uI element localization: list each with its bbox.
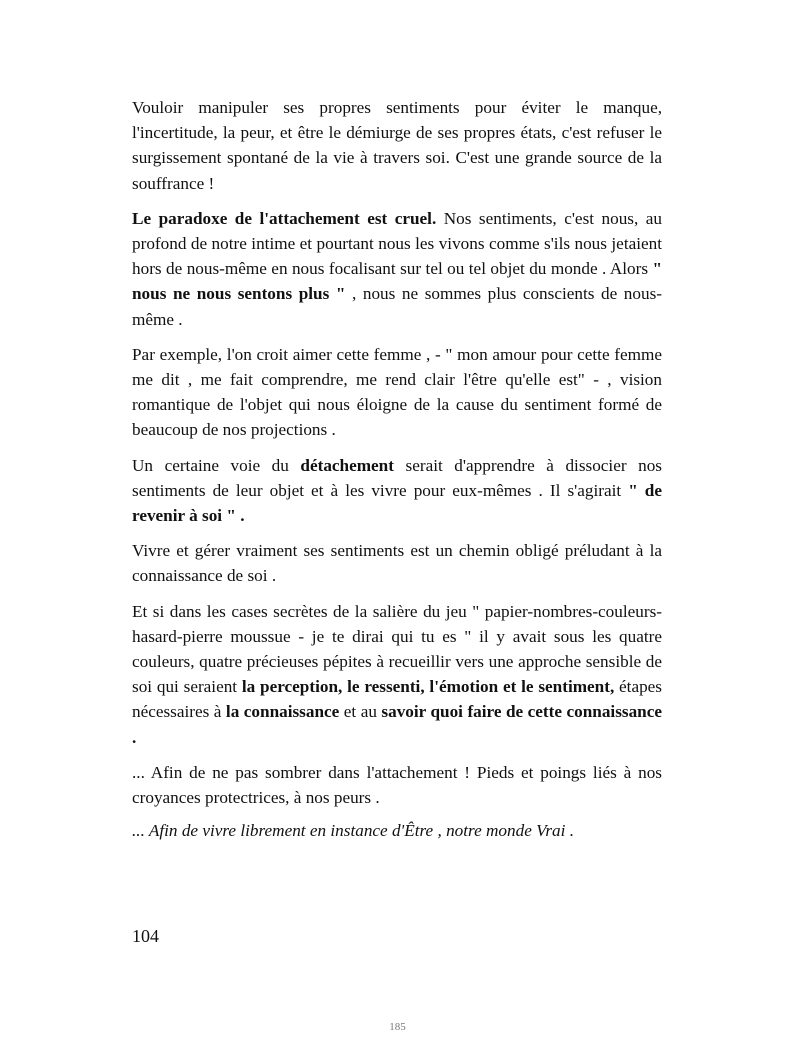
paragraph-3: [132, 342, 662, 443]
paragraph-4-bold-detachement: détachement: [300, 455, 394, 475]
paragraph-6: [132, 599, 662, 750]
paragraph-5-text: Vivre et gérer vraiment ses sentiments est un chemin obligé préludant à la connaissance de soi .: [132, 541, 662, 586]
paragraph-6-bold-savoir: savoir quoi faire de cette connaissance .: [132, 702, 662, 747]
paragraph-3-text: Par exemple, l'on croit aimer cette femme , - " mon amour pour cette femme me dit , me fait comprendre, me rend clair l'être qu'elle est" - , vision romantique de l'objet qui nous éloigne de la cause du sentiment formé de beaucoup de nos projections .: [132, 344, 662, 440]
paragraph-2-text-b: , nous ne sommes plus conscients de nous-même .: [132, 284, 662, 329]
paragraph-2-text-a: Nos sentiments, c'est nous, au profond de notre intime et pourtant nous les vivons comme s'ils nous jetaient hors de nous-même en nous focalisant sur tel ou tel objet du monde . Alors: [132, 208, 662, 279]
paragraph-7: [132, 760, 662, 810]
paragraph-4-text-b: serait d'apprendre à dissocier nos sentiments de leur objet et à les vivre pour eux-mêmes . Il s'agirait: [132, 455, 662, 500]
paragraph-5: [132, 538, 662, 588]
paragraph-6-text-b: étapes nécessaires à: [132, 677, 662, 722]
paragraph-1: [132, 95, 662, 196]
paragraph-4-bold-quote: " de revenir à soi " .: [132, 480, 662, 526]
paragraph-7-text: ... Afin de ne pas sombrer dans l'attachement ! Pieds et poings liés à nos croyances protectrices, à nos peurs .: [132, 762, 662, 808]
paragraph-4: [132, 453, 662, 529]
book-page-number: 104: [132, 926, 159, 946]
paragraph-2: [132, 206, 662, 332]
paragraph-2-bold-quote: " nous ne nous sentons plus ": [132, 259, 662, 304]
paragraph-2-bold-lead: Le paradoxe de l'attachement est cruel.: [132, 208, 437, 228]
paragraph-6-text-a: Et si dans les cases secrètes de la salière du jeu " papier-nombres-couleurs-hasard-pierre moussue - je te dirai qui tu es " il y avait sous les quatre couleurs, quatre précieuses pépites à recueillir vers une approche sensible de soi qui seraient: [132, 601, 662, 697]
paragraph-6-bold-perception: la perception, le ressenti, l'émotion et le sentiment,: [241, 677, 615, 697]
folio-number: 185: [389, 1021, 406, 1033]
closing-line: ... Afin de vivre librement en instance d'Être , notre monde Vrai .: [132, 821, 575, 841]
paragraph-6-bold-connaissance: la connaissance: [225, 702, 340, 722]
paragraph-4-text-a: Un certaine voie du: [132, 455, 301, 475]
page-body: [132, 95, 662, 853]
paragraph-1-text: Vouloir manipuler ses propres sentiments pour éviter le manque, l'incertitude, la peur, et être le démiurge de ses propres états, c'est refuser le surgissement spontané de la vie à travers soi. C'est une grande source de la souffrance !: [132, 98, 662, 193]
paragraph-6-text-c: et au: [339, 702, 382, 722]
